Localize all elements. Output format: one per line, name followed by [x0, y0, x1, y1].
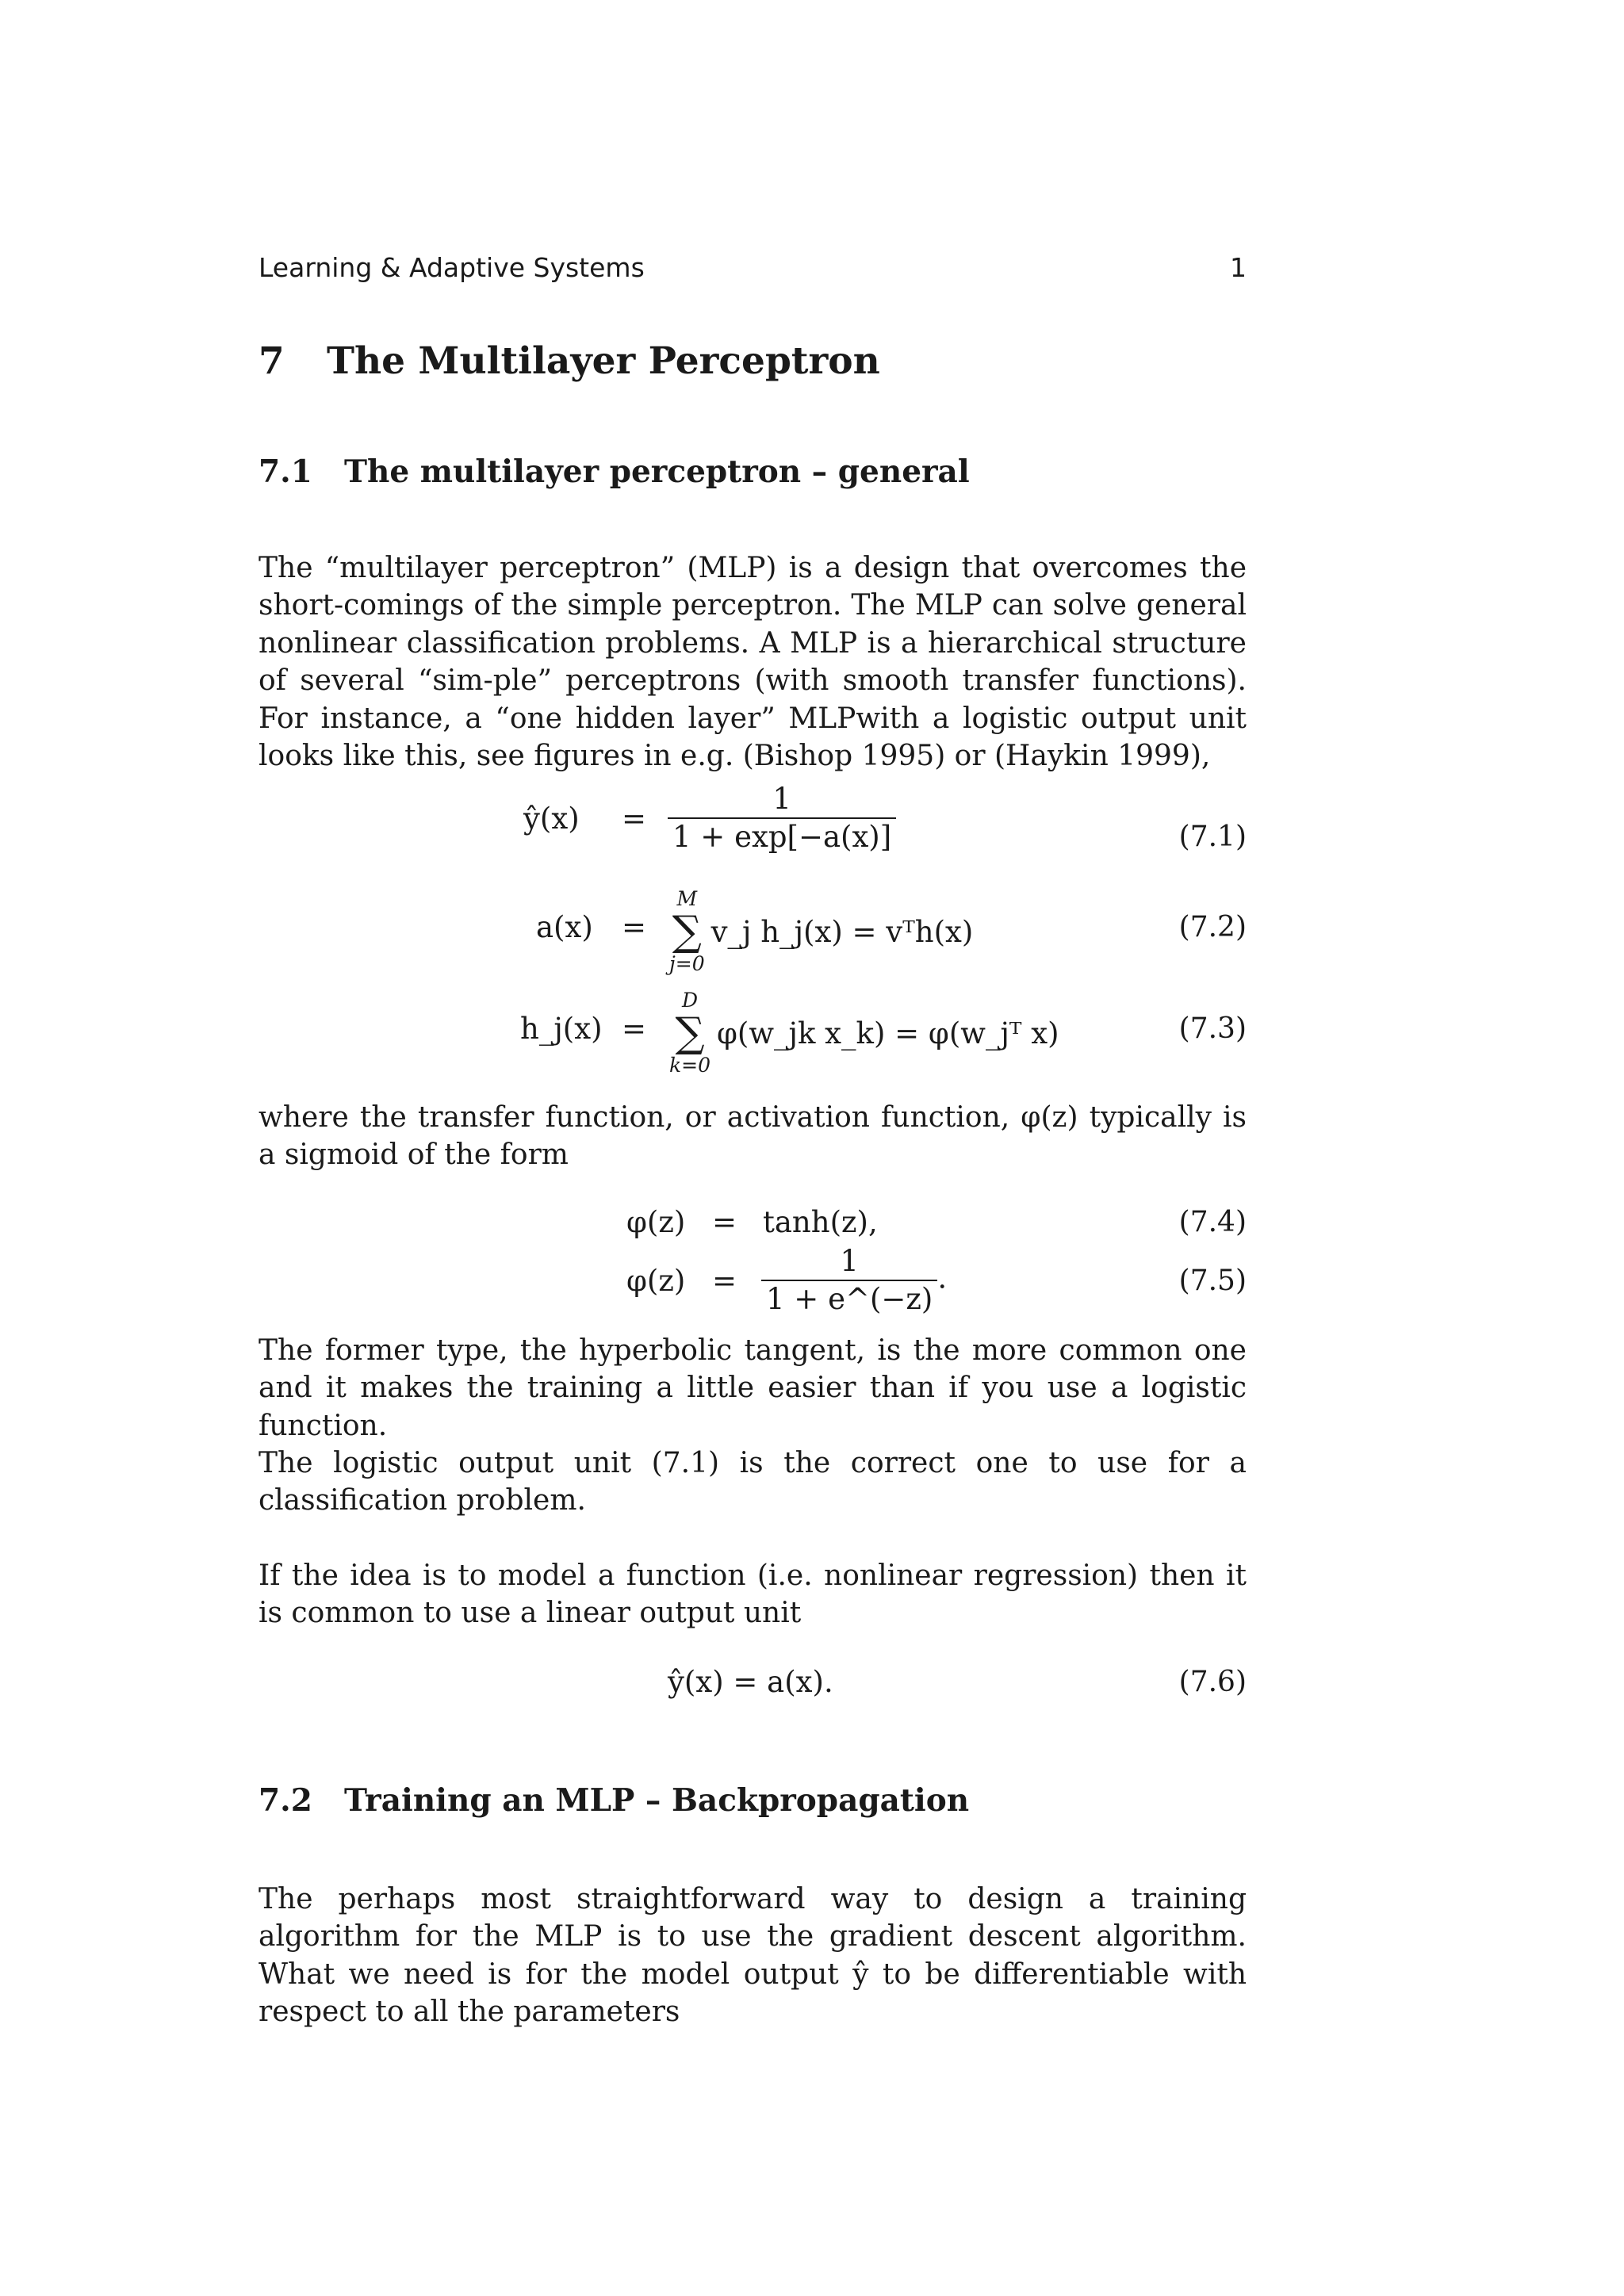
running-header-title: Learning & Adaptive Systems — [259, 252, 645, 283]
section-title: Training an MLP – Backpropagation — [344, 1782, 970, 1819]
section-number: 7.1 — [259, 453, 312, 490]
equation-number: (7.5) — [1178, 1265, 1247, 1297]
period: . — [937, 1261, 948, 1295]
sum-expression: v_j h_j(x) = vᵀh(x) — [710, 914, 974, 949]
equation-lhs: φ(z) — [626, 1205, 686, 1239]
equation-number: (7.4) — [1178, 1206, 1247, 1238]
equation-number: (7.6) — [1178, 1666, 1247, 1698]
section-number: 7.2 — [259, 1782, 312, 1819]
equation-lhs: ŷ(x) — [523, 802, 580, 836]
section-heading — [259, 1782, 969, 1819]
equals-sign: = — [622, 910, 647, 944]
page-number: 1 — [1230, 252, 1247, 283]
equation-rhs — [669, 982, 1059, 1085]
equation-lhs: φ(z) — [626, 1264, 686, 1298]
equation-rhs — [668, 781, 896, 857]
running-header — [259, 252, 1247, 290]
fraction — [761, 1243, 937, 1318]
sum-upper-limit: D — [681, 989, 699, 1012]
fraction-denominator: 1 + exp[−a(x)] — [668, 817, 896, 855]
equation-number: (7.3) — [1178, 1012, 1247, 1045]
equals-sign: = — [622, 802, 647, 836]
chapter-title: The Multilayer Perceptron — [327, 339, 880, 383]
paragraph: The former type, the hyperbolic tangent, is the more common one and it makes the training a little easier than if you use a logistic function. — [259, 1334, 1247, 1442]
chapter-heading — [259, 339, 880, 383]
equation-number: (7.1) — [1178, 821, 1247, 853]
paragraph: The “multilayer perceptron” (MLP) is a design that overcomes the short-comings of the simple perceptron. The MLP can solve general nonlinear classification problems. A MLP is a hierarchical structure of several “sim-ple” perceptrons (with smooth transfer functions). For instance, a “one hidden layer” MLPwith a logistic output unit looks like this, see figures in e.g. (Bishop 1995) or (Haykin 1999), — [259, 552, 1247, 773]
sum-expression: φ(w_jk x_k) = φ(w_jᵀ x) — [717, 1016, 1059, 1050]
summation — [669, 887, 705, 976]
equation-lhs: a(x) — [536, 910, 593, 944]
equals-sign: = — [712, 1264, 737, 1298]
paragraph: The perhaps most straightforward way to design a training algorithm for the MLP is to use the gradient descent algorithm. What we need is for the model output ŷ to be differentiable with respect to all the parameters — [259, 1883, 1247, 2029]
equation-rhs — [669, 880, 973, 983]
sigma-symbol: ∑ — [675, 1009, 705, 1057]
equals-sign: = — [712, 1205, 737, 1239]
fraction-numerator: 1 — [772, 782, 791, 816]
sum-lower-limit: k=0 — [669, 1054, 711, 1077]
equation-rhs: tanh(z), — [763, 1205, 878, 1239]
section-heading — [259, 453, 970, 490]
paragraph: The logistic output unit (7.1) is the correct one to use for a classification problem. — [259, 1447, 1247, 1517]
equation-number: (7.2) — [1178, 911, 1247, 943]
chapter-number: 7 — [259, 339, 285, 383]
paragraph: If the idea is to model a function (i.e. nonlinear regression) then it is common to use a linear output unit — [259, 1559, 1247, 1630]
fraction — [668, 781, 896, 855]
fraction-denominator: 1 + e^(−z) — [761, 1280, 937, 1318]
equals-sign: = — [622, 1012, 647, 1046]
paragraph: where the transfer function, or activation function, φ(z) typically is a sigmoid of the form — [259, 1101, 1247, 1172]
sum-upper-limit: M — [676, 887, 698, 910]
sum-lower-limit: j=0 — [669, 952, 705, 975]
fraction-numerator: 1 — [840, 1244, 859, 1278]
equation-lhs: h_j(x) — [520, 1012, 603, 1046]
sigma-symbol: ∑ — [672, 908, 702, 955]
section-title: The multilayer perceptron – general — [344, 453, 970, 490]
equation-rhs — [761, 1243, 947, 1319]
summation — [669, 989, 710, 1077]
equation-expression: ŷ(x) = a(x). — [668, 1665, 833, 1699]
